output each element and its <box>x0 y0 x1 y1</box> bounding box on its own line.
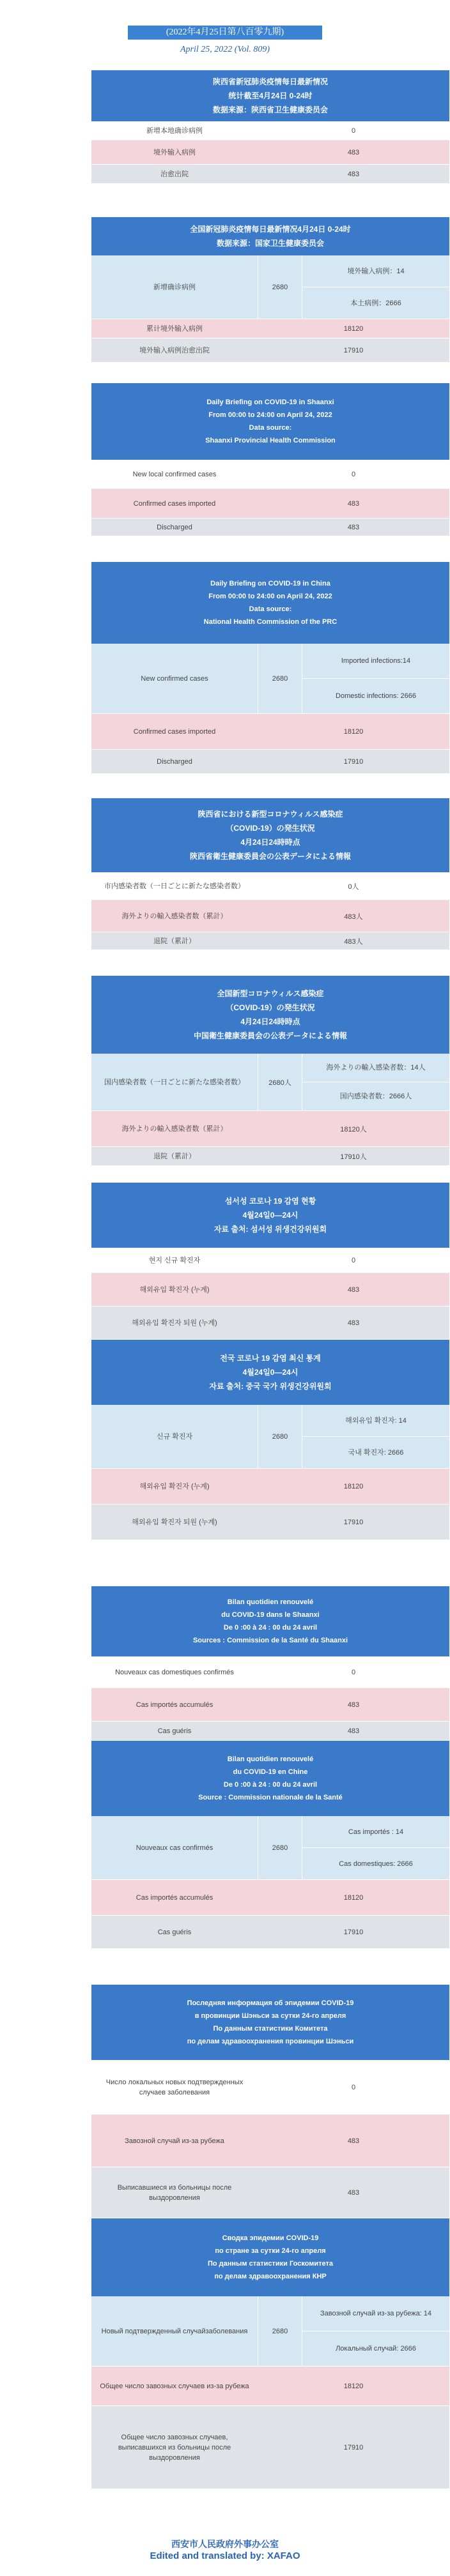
new-cases-row <box>91 1405 449 1469</box>
new-cases-breakdown <box>302 1405 449 1468</box>
section-header <box>91 798 449 872</box>
imported-count: 海外よりの輸入感染者数：14人 <box>302 1054 449 1082</box>
section-title-line: По данным статистики Комитета <box>213 2025 328 2033</box>
imported-count: Cas importés : 14 <box>302 1816 449 1848</box>
stat-value: 483 <box>347 170 360 178</box>
section-title-line: 数据来源：国家卫生健康委员会 <box>216 239 324 248</box>
section-title-line: 陕西省新冠肺炎疫情每日最新情况 <box>212 77 328 86</box>
stat-label: 累计境外输入病例 <box>146 324 203 333</box>
new-cases-total: 2680 <box>258 1816 302 1879</box>
stat-row <box>91 1248 449 1273</box>
section-title-line: Source : Commission nationale de la Santé <box>198 1794 343 1801</box>
stat-value: 0 <box>351 2083 356 2091</box>
new-cases-row <box>91 644 449 714</box>
stat-value: 483 <box>347 2137 360 2145</box>
stat-label: 海外よりの輸入感染者数（累計） <box>121 912 228 920</box>
stat-label: Общее число завозных случаев, выписавшихся из больницы после выздоровления <box>118 2433 231 2462</box>
stat-value: 18120 <box>343 2382 364 2390</box>
stat-label: 境外输入病例治愈出院 <box>139 346 210 354</box>
section-header <box>91 1586 449 1656</box>
section-header <box>91 383 449 460</box>
section-title-line: De 0 :00 à 24 : 00 du 24 avril <box>223 1781 318 1789</box>
stat-label: 해외유입 확진자 (누계) <box>139 1285 210 1294</box>
section-title-line: Sources : Commission de la Santé du Shaanxi <box>192 1637 348 1644</box>
stat-value: 18120人 <box>340 1125 367 1133</box>
zh-sx-block <box>91 70 449 184</box>
stat-value: 17910 <box>343 757 364 766</box>
stat-value: 18120 <box>343 727 364 736</box>
stat-label: 해외유입 확진자 퇴원 (누계) <box>132 1518 217 1526</box>
stat-row <box>91 319 449 338</box>
stat-row <box>91 1307 449 1340</box>
section-title-line: De 0 :00 à 24 : 00 du 24 avril <box>223 1624 318 1632</box>
new-cases-label: Nouveaux cas confirmés <box>136 1844 213 1852</box>
new-cases-label: 国内感染者数（一日ごとに新たな感染者数） <box>104 1078 245 1086</box>
zh-cn-block <box>91 217 449 363</box>
section-title-line: Сводка эпидемии COVID-19 <box>222 2234 319 2242</box>
section-title-line: National Health Commission of the PRC <box>203 618 338 626</box>
stat-value: 17910 <box>343 346 364 354</box>
section-title-line: 中国衛生健康委員会の公表データによる情報 <box>193 1031 347 1040</box>
new-cases-row <box>91 1816 449 1880</box>
stat-row <box>91 1111 449 1147</box>
stat-row <box>91 932 449 950</box>
stat-label: Cas importés accumulés <box>136 1893 213 1902</box>
stat-label: 현지 신규 확진자 <box>148 1256 201 1264</box>
new-cases-row <box>91 1054 449 1111</box>
section-title-line: 자료 출처: 중국 국가 위생건강위원회 <box>209 1382 332 1391</box>
stat-value: 483 <box>347 148 360 156</box>
imported-count: 境外输入病例：14 <box>302 255 449 287</box>
stat-value: 483 <box>347 499 360 508</box>
stat-row <box>91 1722 449 1741</box>
stat-label: Cas importés accumulés <box>136 1701 213 1709</box>
section-title-line: 4月24日24時時点 <box>240 1017 300 1026</box>
stat-label: 退院（累計） <box>153 1152 196 1160</box>
section-title-line: Data source: <box>249 424 292 432</box>
imported-count: Imported infections:14 <box>302 644 449 679</box>
stat-value: 483 <box>347 1727 360 1735</box>
new-cases-label: 新增确诊病例 <box>153 283 196 291</box>
stat-row <box>91 2060 449 2115</box>
stat-row <box>91 165 449 184</box>
section-title-line: 섬서성 코로나 19 감염 현황 <box>224 1197 316 1206</box>
stat-label: 市内感染者数（一日ごとに新たな感染者数） <box>104 882 245 890</box>
section-title-line: Daily Briefing on COVID-19 in Shaanxi <box>206 398 334 406</box>
section-title-line: 陝西省衛生健康委員会の公表データによる情報 <box>189 852 351 861</box>
section-header <box>91 1985 449 2060</box>
stat-value: 18120 <box>343 1482 364 1490</box>
domestic-count: Domestic infections: 2666 <box>336 692 416 700</box>
fr-sx-block <box>91 1586 449 1741</box>
new-cases-total: 2680 <box>258 255 302 319</box>
domestic-count: 국내 확진자: 2666 <box>348 1448 404 1457</box>
domestic-count: 国内感染者数：2666人 <box>339 1093 412 1100</box>
section-title-line: 자료 출처: 섬서성 위생건강위원회 <box>213 1225 327 1234</box>
stat-row <box>91 121 449 140</box>
stat-row <box>91 1916 449 1949</box>
new-cases-label: Новый подтвержденный случайзаболевания <box>101 2327 248 2335</box>
new-cases-row <box>91 2296 449 2367</box>
en-sx-block <box>91 383 449 536</box>
section-title-line: 4월24일0—24시 <box>242 1368 299 1377</box>
stat-label: Выписавшиеся из больницы после выздоровления <box>117 2183 232 2202</box>
stat-value: 17910 <box>343 2443 364 2451</box>
section-title-line: по делам здравоохранения КНР <box>214 2273 327 2280</box>
section-title-line: du COVID-19 dans le Shaanxi <box>221 1611 320 1619</box>
section-title-line: 전국 코로나 19 감염 최신 통계 <box>220 1354 321 1363</box>
section-header <box>91 976 449 1054</box>
stat-label: 海外よりの輸入感染者数（累計） <box>121 1125 228 1133</box>
stat-row <box>91 1273 449 1307</box>
stat-value: 0 <box>351 1668 356 1676</box>
section-title-line: From 00:00 to 24:00 on April 24, 2022 <box>208 411 332 419</box>
section-title-line: 全国新冠肺炎疫情每日最新情况4月24日 0-24时 <box>190 225 351 234</box>
issue-subtitle: April 25, 2022 (Vol. 809) <box>180 45 270 54</box>
stat-value: 17910人 <box>340 1153 367 1161</box>
section-title-line: （COVID-19）の発生状況 <box>226 824 315 833</box>
section-header <box>91 1183 449 1248</box>
stat-label: 治愈出院 <box>160 170 189 178</box>
stat-value: 0人 <box>348 883 359 891</box>
stat-label: Число локальных новых подтвержденных случаев заболевания <box>105 2078 244 2096</box>
stat-label: New local confirmed cases <box>132 470 217 478</box>
fr-cn-block <box>91 1741 449 1949</box>
stat-value: 483人 <box>344 913 363 921</box>
stat-row <box>91 1469 449 1504</box>
domestic-count: Cas domestiques: 2666 <box>339 1860 413 1868</box>
imported-count: Завозной случай из-за рубежа: 14 <box>302 2296 449 2331</box>
stat-row <box>91 2367 449 2406</box>
stat-label: 해외유입 확진자 퇴원 (누계) <box>132 1319 217 1327</box>
section-title-line: Daily Briefing on COVID-19 in China <box>210 580 330 587</box>
section-title-line: 4月24日24時時点 <box>240 838 300 847</box>
domestic-count: 本土病例：2666 <box>350 299 401 307</box>
stat-value: 18120 <box>343 1893 364 1902</box>
section-title-line: по делам здравоохранения провинции Шэньси <box>187 2038 354 2045</box>
new-cases-total: 2680人 <box>258 1054 302 1110</box>
stat-row <box>91 489 449 519</box>
section-title-line: Bilan quotidien renouvelé <box>227 1598 314 1606</box>
footer-credit: Edited and translated by: XAFAO <box>150 2550 300 2561</box>
new-cases-label: New confirmed cases <box>141 674 208 683</box>
stat-row <box>91 519 449 536</box>
stat-value: 483人 <box>344 937 363 946</box>
stat-value: 483 <box>347 2188 360 2197</box>
stat-row <box>91 2406 449 2489</box>
section-title-line: 全国新型コロナウィルス感染症 <box>217 989 324 998</box>
ko-cn-block <box>91 1340 449 1540</box>
stat-label: Discharged <box>157 757 192 766</box>
stat-label: 해외유입 확진자 (누계) <box>139 1482 210 1490</box>
domestic-count: Локальный случай: 2666 <box>336 2345 416 2352</box>
imported-count: 해외유입 확진자: 14 <box>302 1405 449 1437</box>
stat-row <box>91 338 449 363</box>
ko-sx-block <box>91 1183 449 1340</box>
stat-value: 17910 <box>343 1928 364 1936</box>
stat-label: Cas guéris <box>157 1727 192 1735</box>
section-header <box>91 2218 449 2296</box>
new-cases-breakdown <box>302 1816 449 1879</box>
ja-cn-block <box>91 976 449 1166</box>
section-title-line: Последняя информация об эпидемии COVID-19 <box>187 1999 354 2007</box>
stat-row <box>91 750 449 774</box>
stat-row <box>91 872 449 900</box>
stat-value: 483 <box>347 1319 360 1327</box>
stat-label: Discharged <box>157 523 192 531</box>
stat-row <box>91 1656 449 1688</box>
stat-value: 17910 <box>343 1518 364 1526</box>
section-title-line: в провинции Шэньси за сутки 24-го апреля <box>194 2012 346 2020</box>
stat-row <box>91 1504 449 1540</box>
new-cases-breakdown <box>302 644 449 713</box>
stat-value: 0 <box>351 1256 356 1264</box>
stat-row <box>91 1147 449 1166</box>
stat-label: Nouveaux cas domestiques confirmés <box>115 1668 234 1676</box>
section-title-line: （COVID-19）の発生状況 <box>226 1003 315 1012</box>
new-cases-row <box>91 255 449 319</box>
stat-label: Общее число завозных случаев из-за рубежа <box>100 2382 249 2390</box>
stat-value: 0 <box>351 126 356 135</box>
stat-label: 境外输入病例 <box>153 148 196 156</box>
section-title-line: 统计截至4月24日 0-24时 <box>228 91 313 100</box>
new-cases-label: 신규 확진자 <box>156 1432 193 1441</box>
stat-label: Cas guéris <box>157 1928 192 1936</box>
section-title-line: Data source: <box>249 605 292 613</box>
new-cases-total: 2680 <box>258 2296 302 2366</box>
section-header <box>91 1340 449 1405</box>
stat-row <box>91 460 449 489</box>
stat-value: 0 <box>351 470 356 478</box>
ja-sx-block <box>91 798 449 950</box>
stat-label: Завозной случай из-за рубежа <box>125 2137 224 2145</box>
new-cases-total: 2680 <box>258 1405 302 1468</box>
stat-value: 483 <box>347 1285 360 1294</box>
section-title-line: 数据来源：陕西省卫生健康委员会 <box>212 105 328 114</box>
section-title-line: Shaanxi Provincial Health Commission <box>205 437 336 444</box>
stat-row <box>91 1688 449 1722</box>
stat-row <box>91 1880 449 1916</box>
ru-sx-block <box>91 1985 449 2218</box>
stat-row <box>91 2167 449 2218</box>
section-header <box>91 217 449 255</box>
new-cases-breakdown <box>302 255 449 319</box>
section-header <box>91 70 449 121</box>
stat-row <box>91 714 449 750</box>
section-title-line: 4월24일0—24시 <box>242 1211 299 1220</box>
new-cases-total: 2680 <box>258 644 302 713</box>
new-cases-breakdown <box>302 2296 449 2366</box>
ru-cn-block <box>91 2218 449 2489</box>
section-title-line: 陝西省における新型コロナウィルス感染症 <box>198 810 343 819</box>
stat-row <box>91 2115 449 2167</box>
stat-value: 483 <box>347 1701 360 1709</box>
section-header <box>91 1741 449 1816</box>
new-cases-breakdown <box>302 1054 449 1110</box>
section-title-line: по стране за сутки 24-го апреля <box>215 2247 326 2255</box>
section-title-line: По данным статистики Госкомитета <box>207 2260 334 2268</box>
stat-label: 退院（累計） <box>153 937 196 945</box>
section-title-line: du COVID-19 en Chine <box>233 1768 308 1776</box>
stat-value: 18120 <box>343 324 364 333</box>
stat-row <box>91 140 449 165</box>
stat-label: 新增本地确诊病例 <box>146 126 203 135</box>
issue-title: (2022年4月25日第八百零九期) <box>128 26 322 40</box>
section-title-line: From 00:00 to 24:00 on April 24, 2022 <box>208 593 332 600</box>
stat-value: 483 <box>347 523 360 531</box>
footer-org: 西安市人民政府外事办公室 <box>171 2539 279 2549</box>
stat-row <box>91 900 449 932</box>
section-header <box>91 562 449 644</box>
stat-label: Confirmed cases imported <box>133 499 216 508</box>
en-cn-block <box>91 562 449 774</box>
stat-label: Confirmed cases imported <box>133 727 216 736</box>
section-title-line: Bilan quotidien renouvelé <box>227 1755 314 1763</box>
